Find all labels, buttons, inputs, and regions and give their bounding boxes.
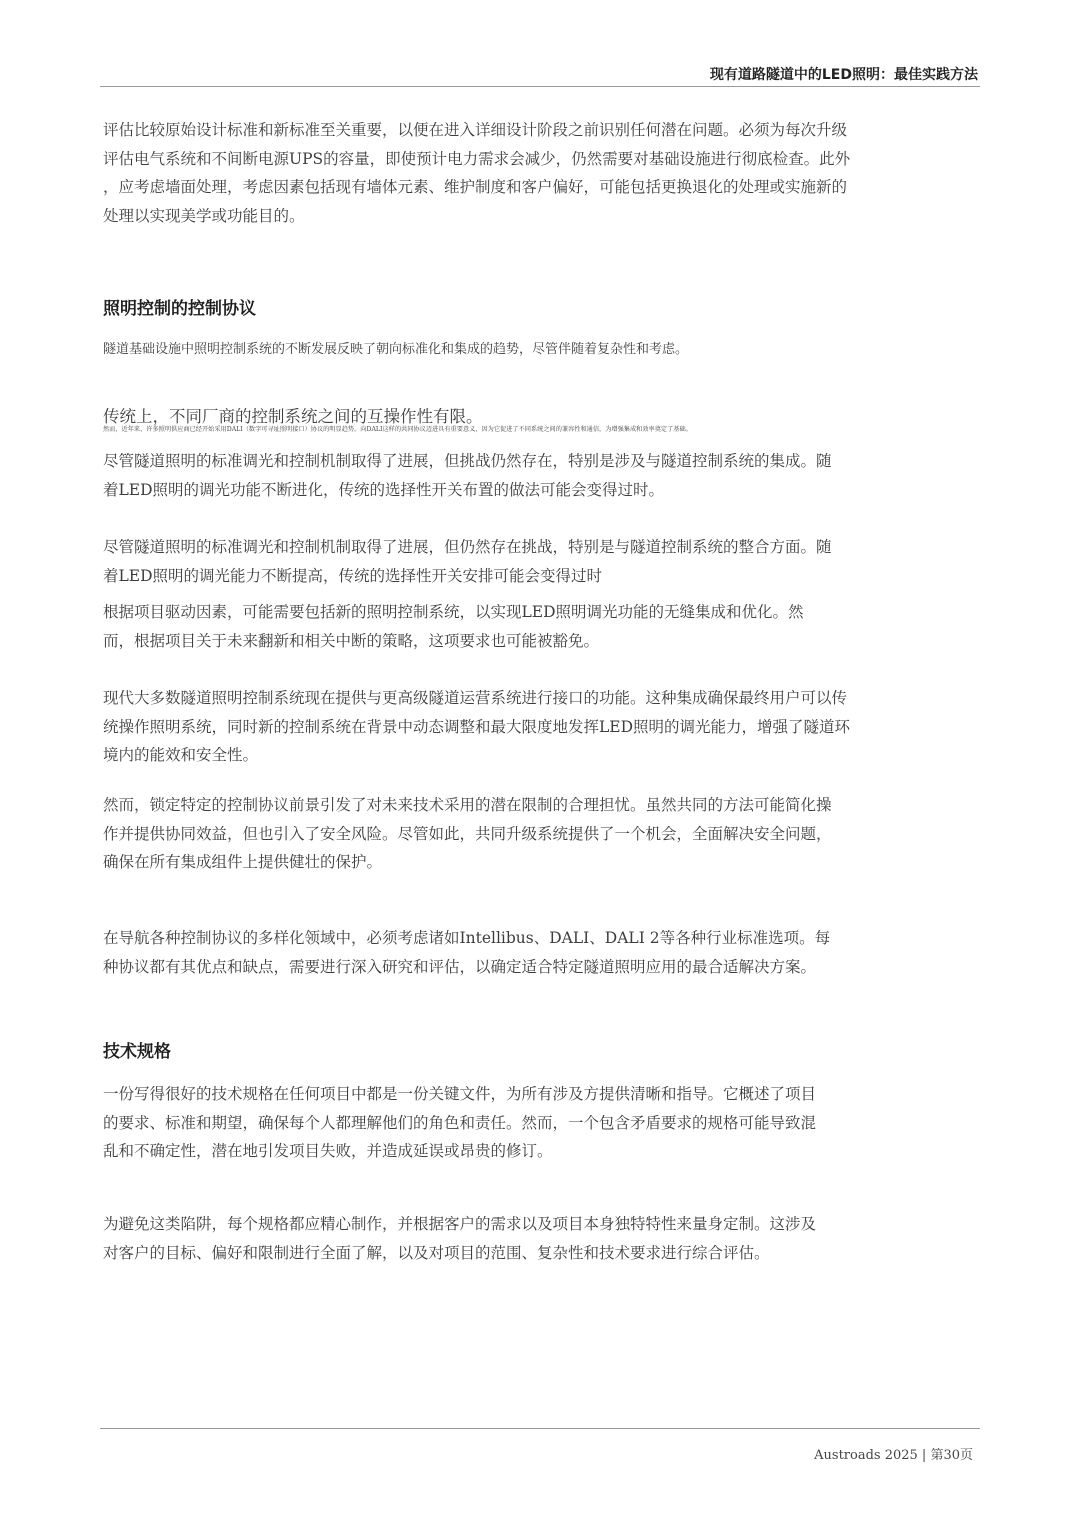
paragraph-line: 作并提供协同效益，但也引入了安全风险。尽管如此，共同升级系统提供了一个机会，全面解决安全问题，	[103, 824, 832, 843]
section-heading-technical-specs: 技术规格	[103, 1042, 171, 1062]
paragraph-line: 然而，锁定特定的控制协议前景引发了对未来技术采用的潜在限制的合理担忧。虽然共同的方法可能简化操	[103, 796, 832, 814]
paragraph-line: 处理以实现美学或功能目的。	[103, 206, 305, 225]
header-divider	[100, 86, 980, 87]
page-footer: Austroads 2025 | 第30页	[814, 1448, 973, 1463]
paragraph-line: 评估电气系统和不间断电源UPS的容量，即使预计电力需求会减少，仍然需要对基础设施进行彻底检查。此外	[103, 149, 851, 168]
paragraph-line: 乱和不确定性，潜在地引发项目失败，并造成延误或昂贵的修订。	[103, 1142, 553, 1160]
paragraph-line: 现代大多数隧道照明控制系统现在提供与更高级隧道运营系统进行接口的功能。这种集成确保最终用户可以传	[103, 689, 848, 707]
paragraph-line: 尽管隧道照明的标准调光和控制机制取得了进展，但仍然存在挑战，特别是与隧道控制系统的整合方面。随	[103, 538, 832, 556]
paragraph-line: 对客户的目标、偏好和限制进行全面了解，以及对项目的范围、复杂性和技术要求进行综合评估。	[103, 1243, 770, 1262]
paragraph-modern	[103, 684, 850, 770]
paragraph-line: 尽管隧道照明的标准调光和控制机制取得了进展，但挑战仍然存在，特别是涉及与隧道控制系统的集成。随	[103, 452, 832, 470]
paragraph-intro	[103, 116, 850, 230]
paragraph-line: 着LED照明的调光功能不断进化，传统的选择性开关布置的做法可能会变得过时。	[103, 480, 665, 499]
paragraph-line: 统操作照明系统，同时新的控制系统在背景中动态调整和最大限度地发挥LED照明的调光能力，增强了隧道环	[103, 717, 851, 736]
running-header-title: 现有道路隧道中的LED照明：最佳实践方法	[709, 67, 978, 83]
paragraph-line: 为避免这类陷阱，每个规格都应精心制作，并根据客户的需求以及项目本身独特特性来量身定制。这涉及	[103, 1215, 817, 1233]
paragraph-line: 境内的能效和安全性。	[103, 746, 259, 764]
paragraph-line: 的要求、标准和期望，确保每个人都理解他们的角色和责任。然而，一个包含矛盾要求的规格可能导致混	[103, 1113, 817, 1132]
section-heading-control-protocols: 照明控制的控制协议	[103, 299, 256, 319]
paragraph-line: 传统上，不同厂商的控制系统之间的互操作性有限。	[103, 407, 483, 426]
paragraph-line: ，应考虑墙面处理，考虑因素包括现有墙体元素、维护制度和客户偏好，可能包括更换退化的处理或实施新的	[103, 178, 848, 196]
paragraph-line: 评估比较原始设计标准和新标准至关重要，以便在进入详细设计阶段之前识别任何潜在问题。必须为每次升级	[103, 121, 848, 139]
paragraph-spec-2	[103, 1210, 816, 1267]
paragraph-line: 确保在所有集成组件上提供健壮的保护。	[103, 853, 383, 871]
paragraph-lighting-intro: 隧道基础设施中照明控制系统的不断发展反映了朝向标准化和集成的趋势，尽管伴随着复杂性和考虑。	[103, 342, 689, 357]
paragraph-line: 种协议都有其优点和缺点，需要进行深入研究和评估，以确定适合特定隧道照明应用的最合适解决方案。	[103, 957, 817, 976]
paragraph-line: 在导航各种控制协议的多样化领域中，必须考虑诸如Intellibus、DALI、DALI 2等各种行业标准选项。每	[103, 929, 831, 947]
paragraph-line: 而，根据项目关于未来翻新和相关中断的策略，这项要求也可能被豁免。	[103, 631, 600, 650]
paragraph-spec-1	[103, 1080, 816, 1166]
paragraph-protocols	[103, 924, 830, 981]
paragraph-line: 着LED照明的调光能力不断提高，传统的选择性开关安排可能会变得过时	[103, 566, 603, 585]
paragraph-dali-note: 然而，近年来，许多照明供应商已经开始采用DALI（数字可寻址照明接口）协议的明显趋势。向DALI这样的共同协议迈进具有重要意义，因为它促进了不同系统之间的兼容性和通信，为增强集成和效率奠定了基础。	[103, 426, 692, 433]
paragraph-lockin	[103, 791, 832, 877]
paragraph-challenges-1	[103, 447, 832, 504]
paragraph-challenges-2	[103, 533, 832, 590]
footer-divider	[100, 1428, 980, 1429]
paragraph-line: 一份写得很好的技术规格在任何项目中都是一份关键文件，为所有涉及方提供清晰和指导。它概述了项目	[103, 1085, 817, 1103]
paragraph-drivers	[103, 598, 804, 655]
paragraph-line: 根据项目驱动因素，可能需要包括新的照明控制系统，以实现LED照明调光功能的无缝集成和优化。然	[103, 603, 804, 621]
